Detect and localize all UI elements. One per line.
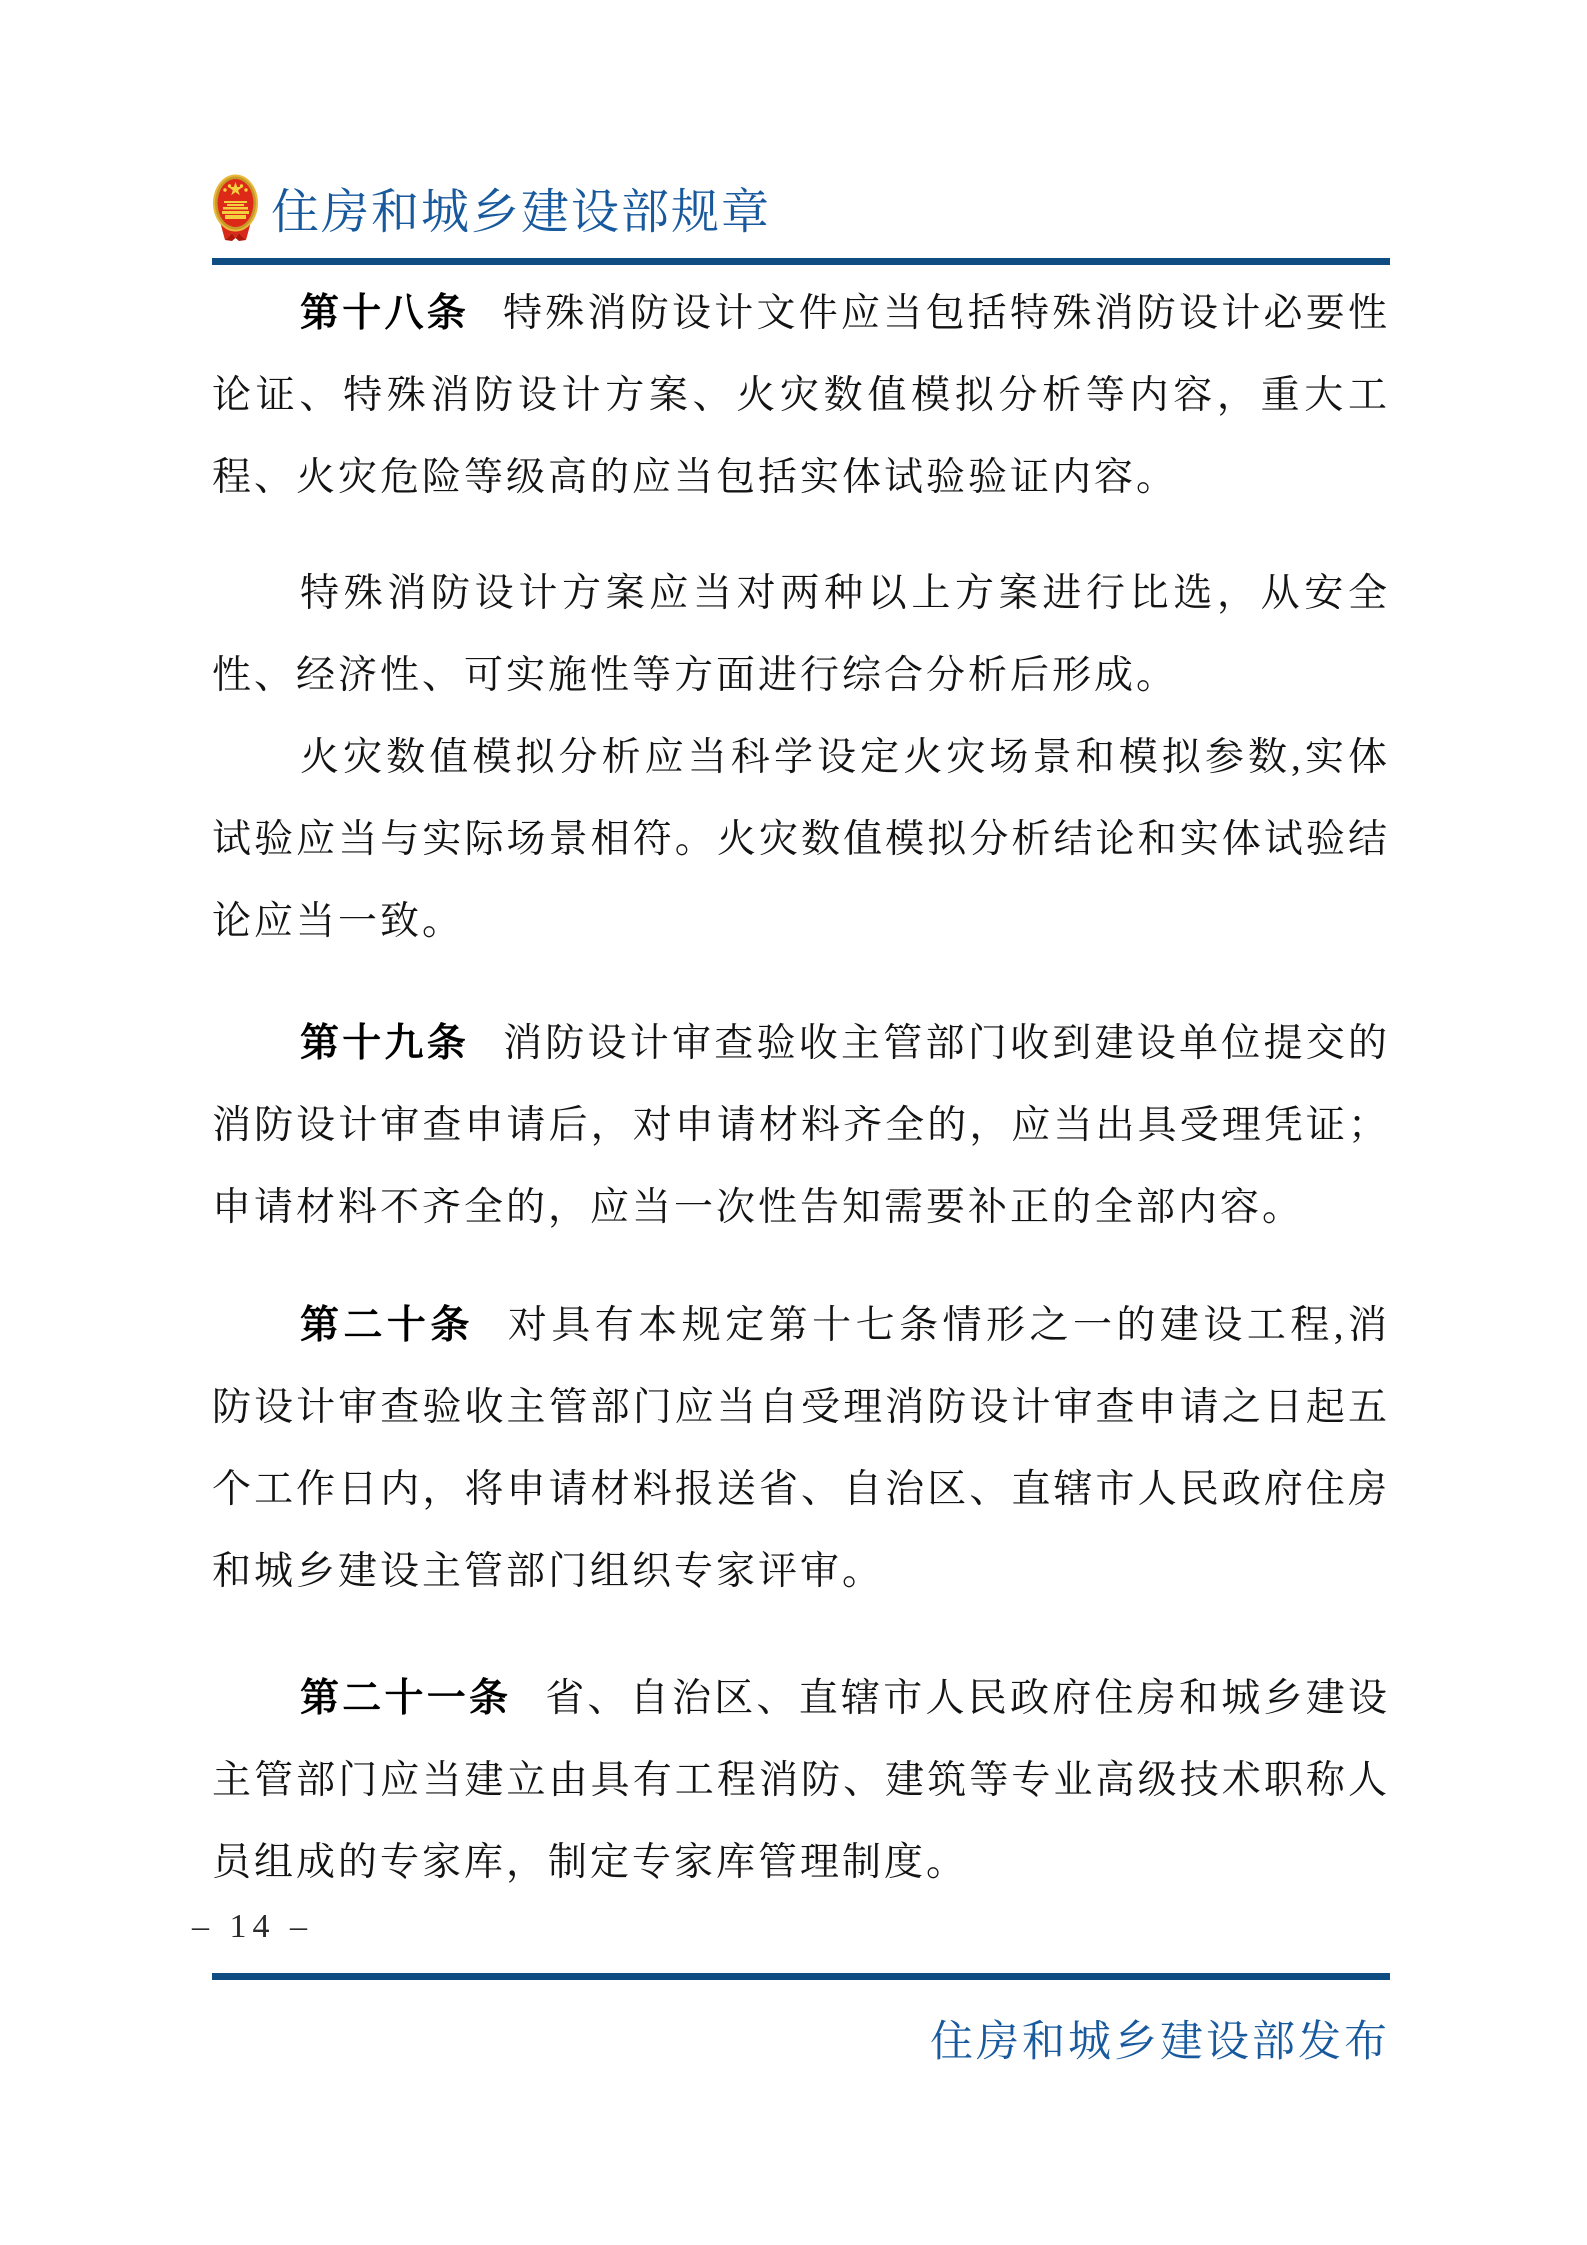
article-paragraph	[212, 1658, 1390, 1904]
article-number: 第二十一条	[300, 1677, 512, 1720]
document-header	[212, 172, 771, 242]
article-paragraph	[212, 273, 1390, 519]
national-emblem-icon	[212, 174, 259, 241]
paragraph-text: 对具有本规定第十七条情形之一的建设工程,消防设计审查验收主管部门应当自受理消防设计审查申请之日起五个工作日内，将申请材料报送省、自治区、直辖市人民政府住房和城乡建设主管部门组织专家评审。	[212, 1304, 1390, 1593]
header-divider	[212, 258, 1390, 265]
article-number: 第二十条	[300, 1304, 474, 1347]
paragraph-text: 火灾数值模拟分析应当科学设定火灾场景和模拟参数,实体试验应当与实际场景相符。火灾数值模拟分析结论和实体试验结论应当一致。	[212, 736, 1390, 943]
article-paragraph	[212, 553, 1390, 717]
page-number: – 14 –	[192, 1908, 313, 1945]
document-body	[212, 268, 1390, 1904]
article-number: 第十九条	[300, 1022, 469, 1065]
paragraph-text: 消防设计审查验收主管部门收到建设单位提交的消防设计审查申请后，对申请材料齐全的，应当出具受理凭证；申请材料不齐全的，应当一次性告知需要补正的全部内容。	[212, 1022, 1390, 1229]
paragraph-text: 特殊消防设计方案应当对两种以上方案进行比选，从安全性、经济性、可实施性等方面进行综合分析后形成。	[212, 572, 1390, 697]
footer-divider	[212, 1973, 1390, 1980]
article-number: 第十八条	[300, 292, 469, 335]
publisher-label: 住房和城乡建设部发布	[930, 2019, 1390, 2066]
article-paragraph	[212, 717, 1390, 963]
article-paragraph	[212, 1003, 1390, 1249]
paragraph-text: 特殊消防设计文件应当包括特殊消防设计必要性论证、特殊消防设计方案、火灾数值模拟分析等内容，重大工程、火灾危险等级高的应当包括实体试验验证内容。	[212, 292, 1390, 499]
paragraph-text: 省、自治区、直辖市人民政府住房和城乡建设主管部门应当建立由具有工程消防、建筑等专业高级技术职称人员组成的专家库，制定专家库管理制度。	[212, 1677, 1390, 1884]
article-paragraph	[212, 1285, 1390, 1613]
page-title: 住房和城乡建设部规章	[271, 185, 772, 239]
